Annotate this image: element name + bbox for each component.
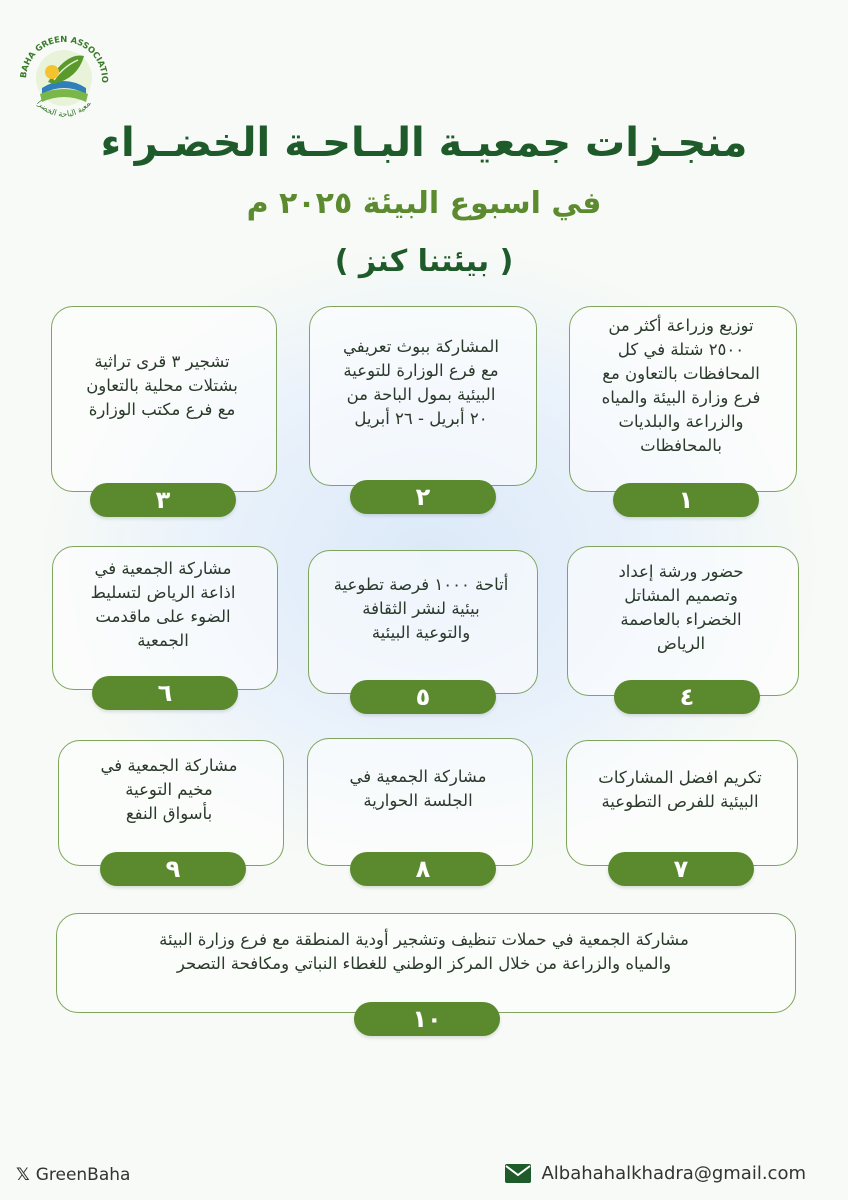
achievement-text: المشاركة ببوث تعريفي مع فرع الوزارة للتوعية البيئية بمول الباحة من ٢٠ أبريل - ٢٦ أبريل [342, 337, 500, 428]
association-logo [14, 22, 114, 122]
achievement-card-5 [308, 550, 538, 694]
achievement-card-1 [569, 306, 797, 492]
x-handle[interactable] [16, 1165, 130, 1185]
achievement-card-2 [309, 306, 537, 486]
email-contact[interactable] [505, 1163, 806, 1184]
achievement-number-9: ٩ [100, 852, 246, 886]
logo-text-ar: معية الباحة الخضرا [34, 98, 93, 119]
achievement-card-10 [56, 913, 796, 1013]
achievement-number-2: ٢ [350, 480, 496, 514]
achievement-number-7: ٧ [608, 852, 754, 886]
achievement-number-10: ١٠ [354, 1002, 500, 1036]
achievement-number-8: ٨ [350, 852, 496, 886]
achievement-card-6 [52, 546, 278, 690]
mail-icon [505, 1164, 531, 1183]
achievement-text: مشاركة الجمعية في الجلسة الحوارية [349, 767, 487, 810]
page-title: منجـزات جمعيـة البـاحـة الخضـراء [100, 120, 748, 166]
achievement-card-9 [58, 740, 284, 866]
achievement-text: مشاركة الجمعية في حملات تنظيف وتشجير أودية المنطقة مع فرع وزارة البيئة والمياه والزراعة من خلال المركز الوطني للغطاء النباتي ومكافحة التصحر [159, 930, 689, 973]
achievement-card-8 [307, 738, 533, 866]
achievement-card-3 [51, 306, 277, 492]
achievement-card-4 [567, 546, 799, 696]
x-logo-icon: 𝕏 [16, 1165, 30, 1185]
achievement-text: حضور ورشة إعداد وتصميم المشاتل الخضراء بالعاصمة الرياض [618, 562, 744, 653]
achievement-card-7 [566, 740, 798, 866]
achievement-text: تكريم افضل المشاركات البيئية للفرص التطوعية [598, 768, 762, 811]
achievement-number-1: ١ [613, 483, 759, 517]
achievement-number-3: ٣ [90, 483, 236, 517]
page-subtitle: في اسبوع البيئة ٢٠٢٥ م [246, 186, 602, 221]
achievement-text: مشاركة الجمعية في مخيم التوعية بأسواق النفع [100, 756, 238, 823]
achievement-text: أتاحة ١٠٠٠ فرصة تطوعية بيئية لنشر الثقافة والتوعية البيئية [333, 575, 509, 642]
email-text: Albahahalkhadra@gmail.com [541, 1163, 806, 1184]
achievement-text: مشاركة الجمعية في اذاعة الرياض لتسليط الضوء على ماقدمت الجمعية [90, 559, 236, 650]
achievement-number-4: ٤ [614, 680, 760, 714]
x-handle-text: GreenBaha [35, 1165, 131, 1185]
page-slogan: ( بيئتنا كنز ) [334, 244, 514, 279]
achievement-number-6: ٦ [92, 676, 238, 710]
logo-text-en: BAHA GREEN ASSOCIATIO [17, 33, 111, 84]
achievement-text: تشجير ٣ قرى تراثية بشتلات محلية بالتعاون مع فرع مكتب الوزارة [86, 352, 238, 419]
achievement-text: توزيع وزراعة أكثر من ٢٥٠٠ شتلة في كل المحافظات بالتعاون مع فرع وزارة البيئة والمياه والزراعة والبلديات بالمحافظات [601, 316, 761, 455]
achievement-number-5: ٥ [350, 680, 496, 714]
